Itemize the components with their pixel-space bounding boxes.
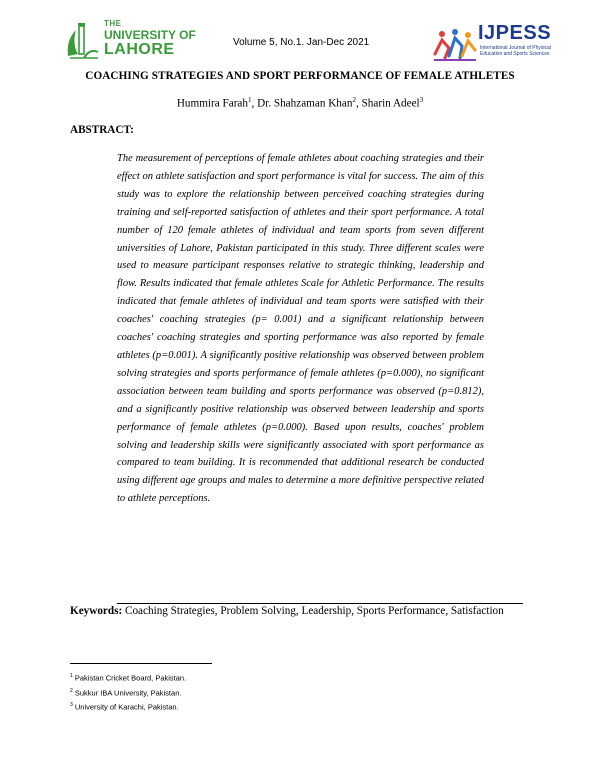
footnote-item [70, 685, 186, 700]
university-name [104, 20, 196, 58]
page-header [0, 0, 600, 70]
author-name: Hummira Farah [176, 97, 248, 110]
author-affiliation-mark: 3 [419, 96, 424, 104]
footnote-text: Sukkur IBA University, Pakistan. [74, 688, 182, 697]
author-separator: , [251, 97, 258, 110]
footnote-number: 3 [70, 702, 73, 708]
paper-title: COACHING STRATEGIES AND SPORT PERFORMANCE OF FEMALE ATHLETES [85, 70, 515, 82]
footnote-divider [70, 663, 212, 664]
volume-issue: Volume 5, No.1. Jan-Dec 2021 [233, 37, 370, 48]
university-of-lahore-logo [62, 18, 110, 60]
university-name-line: UNIVERSITY OF [104, 28, 196, 42]
author-name: Dr. Shahzaman Khan [257, 97, 353, 110]
keywords-divider [117, 603, 523, 604]
keywords-line [70, 605, 504, 617]
keywords-label: Keywords: [70, 605, 123, 617]
keywords-list: Coaching Strategies, Problem Solving, Leadership, Sports Performance, Satisfaction [122, 605, 504, 617]
footnote-text: Pakistan Cricket Board, Pakistan. [74, 673, 187, 683]
journal-subtitle: International Journal of Physical Education and Sports Sciences [480, 45, 551, 57]
footnote-item [70, 699, 186, 714]
ijpess-athletes-logo [432, 26, 478, 62]
university-name-the: THE [104, 19, 122, 28]
footnote-text: University of Karachi, Pakistan. [74, 702, 179, 712]
author-affiliation-mark: 1 [247, 96, 252, 104]
author-affiliation-mark: 2 [352, 96, 356, 104]
footnote-item [70, 670, 186, 685]
author-name: Sharin Adeel [361, 97, 420, 110]
abstract-text: The measurement of perceptions of female athletes about coaching strategies and their effect on athlete satisfaction and sport performance is vital for success. The aim of this study was to explore the relationship between perceived coaching strategies during training and self-reported satisfaction of athletes and their sport performance. A total number of 120 female athletes of individual and team sports from seven different universities of Lahore, Pakistan participated in this study. Three different scales were used to measure participant responses relative to strategic thinking, leadership and flow. Results indicated that female athletes Scale for Athletic Performance. The results indicated that female athletes of individual and team sports were satisfied with their coaches' coaching strategies (p= 0.001) and a significant relationship between coaches' coaching strategies and sporting performance was also reported by female athletes (p=0.001). A significantly positive relationship was observed between problem solving strategies and sports performance of female athletes (p=0.000), no significant association between team building and sports performance was observed (p=0.812), and a significantly positive relationship was observed between leadership and sports performance of female athletes (p=0.000). Based upon results, coaches' problem solving and leadership skills were significantly associated with sport performance as compared to team building. It is recommended that additional research be conducted using different age groups and males to determine a more definitive perspective related to athlete perceptions. [117, 153, 484, 505]
author-separator: , [355, 97, 362, 110]
abstract-heading: ABSTRACT: [70, 124, 134, 136]
author-list [0, 96, 600, 110]
footnote-number: 2 [70, 687, 73, 694]
footnote-number: 1 [70, 673, 73, 679]
journal-name: IJPESS [478, 22, 552, 44]
footnotes [70, 670, 186, 714]
university-name-lahore: LAHORE [104, 41, 175, 58]
